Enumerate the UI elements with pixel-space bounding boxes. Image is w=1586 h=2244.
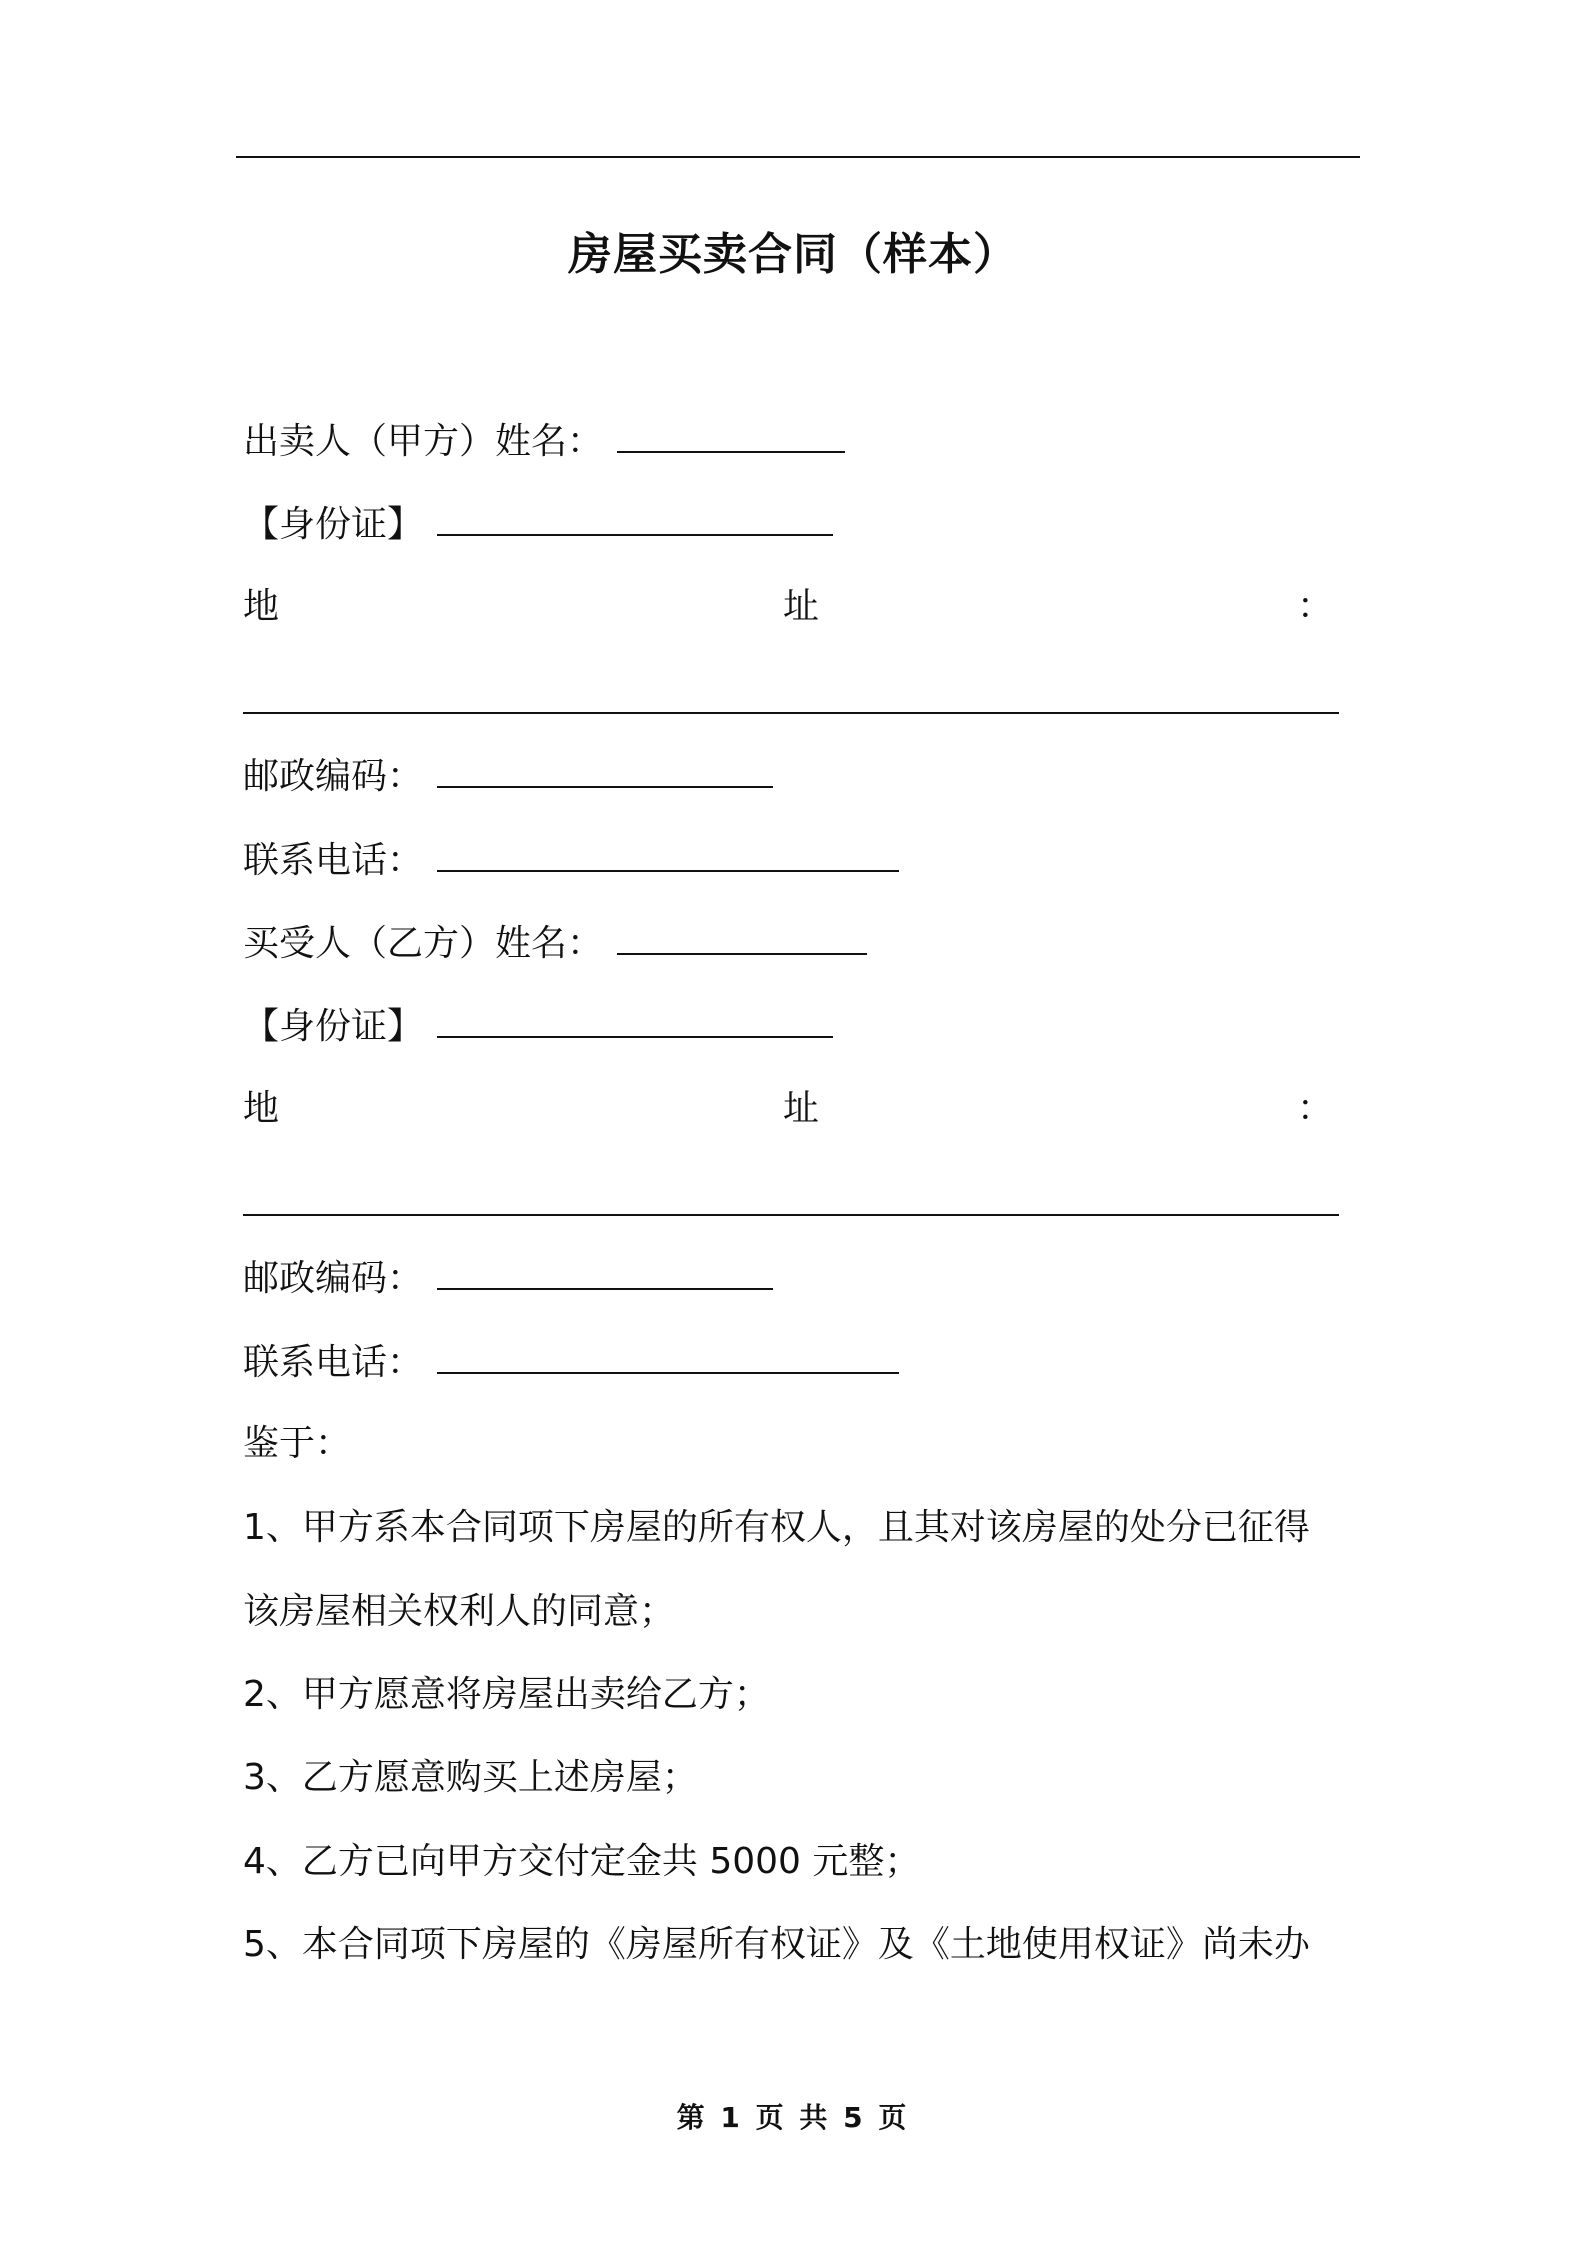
- buyer-address-label-left: 地: [243, 1088, 280, 1129]
- document-title: 房屋买卖合同（样本）: [568, 229, 1018, 280]
- buyer-phone-label: 联系电话：: [243, 1342, 424, 1383]
- buyer-phone-field[interactable]: [437, 1336, 899, 1374]
- buyer-postcode-field[interactable]: [437, 1252, 773, 1290]
- seller-address-label-left: 地: [243, 586, 280, 627]
- clause-1: 1、甲方系本合同项下房屋的所有权人，且其对该房屋的处分已征得: [243, 1507, 1310, 1548]
- seller-postcode-label: 邮政编码：: [243, 756, 424, 797]
- seller-name-label: 出卖人（甲方）姓名：: [243, 421, 604, 462]
- buyer-id-field[interactable]: [437, 1000, 833, 1038]
- header-rule: [236, 156, 1360, 158]
- whereas-label: 鉴于：: [243, 1423, 352, 1464]
- page-number-footer: 第 1 页 共 5 页: [676, 2101, 910, 2134]
- seller-address-label-mid: 址: [783, 586, 820, 627]
- clause-5: 5、本合同项下房屋的《房屋所有权证》及《土地使用权证》尚未办: [243, 1924, 1310, 1965]
- seller-address-colon: ：: [1296, 586, 1333, 627]
- buyer-address-label-mid: 址: [783, 1088, 820, 1129]
- clause-1-continued: 该房屋相关权利人的同意；: [243, 1591, 676, 1632]
- buyer-phone-line: [243, 1336, 899, 1388]
- buyer-address-colon: ：: [1296, 1088, 1333, 1129]
- clause-3: 3、乙方愿意购买上述房屋；: [243, 1757, 698, 1798]
- buyer-postcode-label: 邮政编码：: [243, 1258, 424, 1299]
- seller-postcode-field[interactable]: [437, 750, 773, 788]
- seller-postcode-line: [243, 750, 773, 802]
- buyer-address-line: [243, 1084, 1333, 1134]
- clause-4: 4、乙方已向甲方交付定金共 5000 元整；: [243, 1841, 921, 1882]
- seller-name-field[interactable]: [617, 415, 845, 453]
- buyer-name-field[interactable]: [617, 917, 867, 955]
- seller-phone-line: [243, 834, 899, 886]
- seller-id-field[interactable]: [437, 498, 833, 536]
- seller-name-line: [243, 415, 845, 467]
- seller-id-line: [243, 498, 833, 550]
- buyer-id-line: [243, 1000, 833, 1052]
- seller-id-label: 【身份证】: [243, 504, 424, 545]
- buyer-postcode-line: [243, 1252, 773, 1304]
- seller-phone-label: 联系电话：: [243, 840, 424, 881]
- clause-2: 2、甲方愿意将房屋出卖给乙方；: [243, 1674, 770, 1715]
- buyer-id-label: 【身份证】: [243, 1006, 424, 1047]
- seller-phone-field[interactable]: [437, 834, 899, 872]
- buyer-name-label: 买受人（乙方）姓名：: [243, 923, 604, 964]
- buyer-name-line: [243, 917, 867, 969]
- buyer-address-field[interactable]: [243, 1214, 1339, 1216]
- seller-address-line: [243, 582, 1333, 632]
- seller-address-field[interactable]: [243, 712, 1339, 714]
